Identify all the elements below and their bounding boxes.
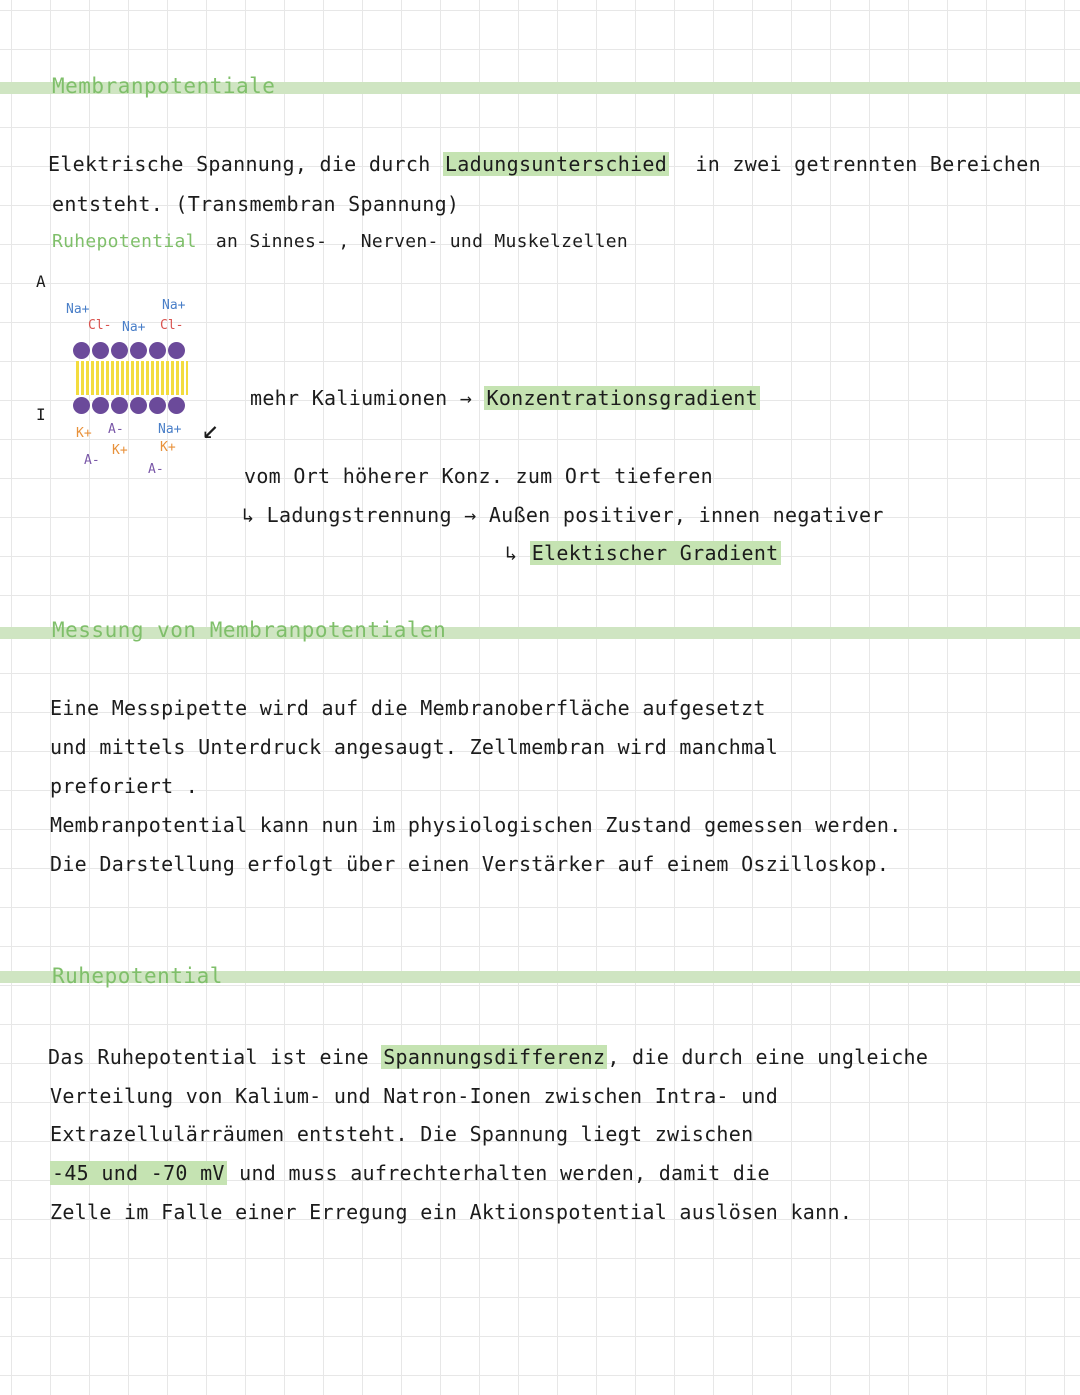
text-span: und muss aufrechterhalten werden, damit die — [239, 1161, 770, 1185]
highlight-spannungsdifferenz: Spannungsdifferenz — [383, 1045, 606, 1069]
section-heading-membranpotentiale: Membranpotentiale — [52, 74, 276, 98]
highlight-ladungsunterschied: Ladungsunterschied — [444, 152, 668, 176]
label-innen: I — [36, 405, 46, 424]
note-line: ↳ Ladungstrennung → Außen positiver, innen negativer — [242, 503, 884, 527]
text-span: mehr Kaliumionen → — [250, 386, 473, 410]
text-span: Elektrische Spannung, die durch — [48, 152, 431, 176]
green-term-ruhepotential: Ruhepotential — [52, 231, 197, 252]
lipid-head — [149, 342, 166, 359]
ion-k: K+ — [160, 440, 176, 455]
paragraph-line: Die Darstellung erfolgt über einen Verstärker auf einem Oszilloskop. — [50, 852, 890, 876]
ion-na: Na+ — [66, 302, 90, 317]
paragraph-line: entsteht. (Transmembran Spannung) — [52, 192, 460, 216]
label-aussen: A — [36, 272, 46, 291]
lipid-head — [149, 397, 166, 414]
ion-cl: Cl- — [88, 318, 112, 333]
note-line — [505, 541, 781, 565]
lipid-head — [111, 397, 128, 414]
lipid-head — [92, 342, 109, 359]
lipid-head — [73, 397, 90, 414]
note-line — [250, 386, 760, 410]
lipid-head — [168, 397, 185, 414]
paragraph-line — [52, 231, 628, 252]
arrow-icon: ↙ — [202, 412, 219, 445]
lipid-head — [130, 397, 147, 414]
text-span: an Sinnes- , Nerven- und Muskelzellen — [215, 231, 628, 252]
ion-k: K+ — [112, 443, 128, 458]
highlight-voltage-range: -45 und -70 mV — [52, 1161, 225, 1185]
section-heading-ruhepotential: Ruhepotential — [52, 964, 223, 988]
text-span: Das Ruhepotential ist eine — [48, 1045, 369, 1069]
paragraph-line — [48, 1045, 928, 1069]
text-span: in zwei getrennten Bereichen — [695, 152, 1041, 176]
paragraph-line: Zelle im Falle einer Erregung ein Aktionspotential auslösen kann. — [50, 1200, 853, 1224]
ion-na: Na+ — [162, 298, 186, 313]
lipid-tails — [76, 361, 188, 395]
ion-k: K+ — [76, 426, 92, 441]
lipid-head — [73, 342, 90, 359]
ion-a: A- — [108, 422, 124, 437]
lipid-head — [111, 342, 128, 359]
paragraph-line: Eine Messpipette wird auf die Membranoberfläche aufgesetzt — [50, 696, 766, 720]
section-heading-messung: Messung von Membranpotentialen — [52, 618, 447, 642]
paragraph-line: Verteilung von Kalium- und Natron-Ionen zwischen Intra- und — [50, 1084, 779, 1108]
paragraph-line: und mittels Unterdruck angesaugt. Zellmembran wird manchmal — [50, 735, 779, 759]
text-span: ↳ — [505, 541, 518, 565]
ion-a: A- — [84, 453, 100, 468]
note-line: vom Ort höherer Konz. zum Ort tieferen — [244, 464, 713, 488]
highlight-konzentrationsgradient: Konzentrationsgradient — [486, 386, 758, 410]
highlight-elektrischer-gradient: Elektischer Gradient — [531, 541, 779, 565]
paragraph-line: Membranpotential kann nun im physiologischen Zustand gemessen werden. — [50, 813, 902, 837]
ion-a: A- — [148, 462, 164, 477]
lipid-head — [130, 342, 147, 359]
paragraph-line — [50, 1161, 770, 1185]
text-span: , die durch eine ungleiche — [607, 1045, 929, 1069]
paragraph-line — [48, 152, 1041, 176]
ion-cl: Cl- — [160, 318, 184, 333]
ion-na: Na+ — [158, 422, 182, 437]
lipid-head — [168, 342, 185, 359]
paragraph-line: preforiert . — [50, 774, 199, 798]
paragraph-line: Extrazellulärräumen entsteht. Die Spannung liegt zwischen — [50, 1122, 754, 1146]
lipid-head — [92, 397, 109, 414]
ion-na: Na+ — [122, 320, 146, 335]
